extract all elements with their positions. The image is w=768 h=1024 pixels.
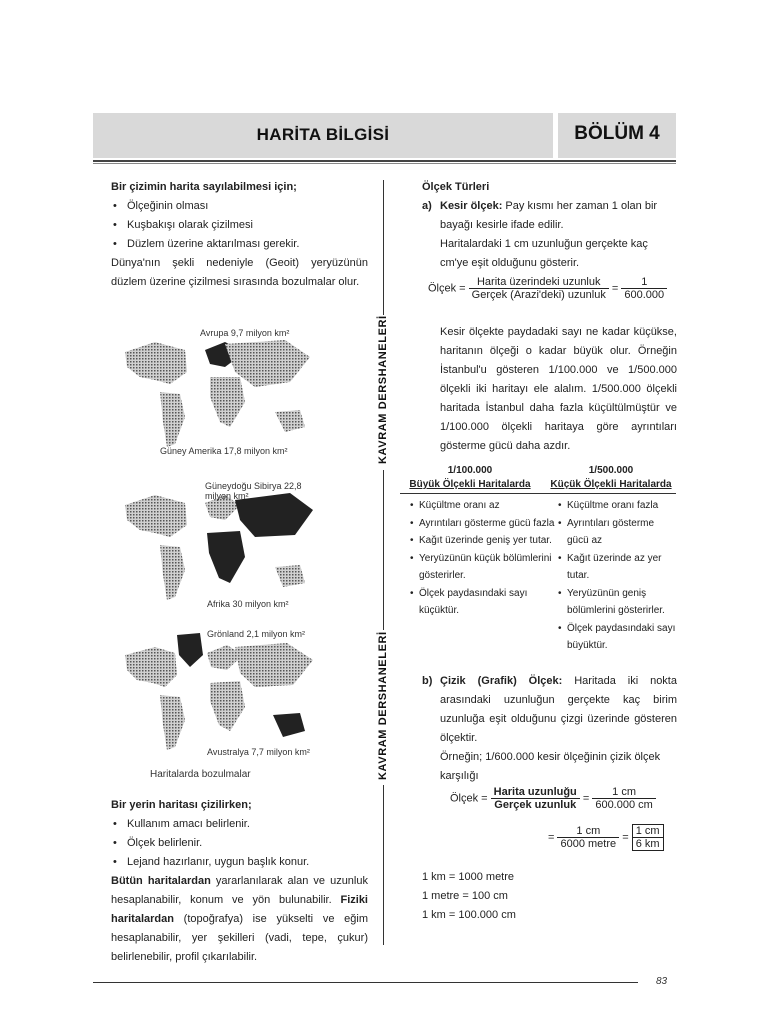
item-b-text (422, 672, 677, 748)
numerator: 1 (621, 276, 667, 289)
map-graphic (115, 625, 320, 765)
side-label: KAVRAM DERSHANELERİ (377, 315, 389, 464)
list-item: • Düzlem üzerine aktarılması gerekir. (111, 235, 368, 254)
list-item: • Küçültme oranı az (408, 497, 556, 515)
list-item: • Ölçeğinin olması (111, 197, 368, 216)
world-map-1 (115, 322, 320, 462)
item-label: a) (422, 200, 432, 212)
bold-term: Fiziki haritalardan (111, 894, 368, 925)
small-scale-list (556, 497, 676, 655)
column-title: Büyük Ölçekli Haritalarda (409, 479, 531, 490)
paragraph-kesir: Kesir ölçekte paydadaki sayı ne kadar küçükse, haritanın ölçeği o kadar büyük olur. Örneğin İstanbul'u gösteren 1/100.000 ve 1/500.000 ölçekli iki haritayı ele alalım. 1/500.000 ölçekli haritada İstanbul daha fazla küçültülmüştür ve 1/100.000 ölçekli haritaya göre ayrıntıları gösterme gücü daha azdır. (440, 326, 677, 452)
list-item: • Kullanım amacı belirlenir. (111, 815, 368, 834)
denominator: Gerçek (Arazi'deki) uzunluk (471, 289, 606, 301)
paragraph: Dünya'nın şekli nedeniyle (Geoit) yeryüzünün düzlem üzerine çizilmesi sırasında bozulmalar olur. (111, 257, 368, 288)
big-scale-list (408, 497, 556, 620)
fraction (469, 276, 609, 301)
paragraph: Örneğin; 1/600.000 kesir ölçeğinin çizik ölçek karşılığı (440, 751, 661, 782)
denominator: 600.000 cm (595, 799, 653, 811)
page-number: 83 (656, 976, 668, 987)
side-label: KAVRAM DERSHANELERİ (377, 631, 389, 780)
unit-conversions (422, 868, 622, 925)
item-label: b) (422, 675, 433, 687)
numerator: Harita uzunluğu (491, 786, 580, 799)
world-map-2 (115, 475, 320, 615)
section-heading: Bir yerin haritası çizilirken; (111, 799, 252, 811)
unit-line: 1 metre = 100 cm (422, 890, 508, 902)
table-rule (400, 493, 676, 494)
fraction (592, 786, 655, 811)
map-label: Güney Amerika 17,8 milyon km² (160, 446, 288, 456)
column-title: Küçük Ölçekli Haritalarda (550, 479, 672, 490)
numerator: 1 cm (633, 825, 663, 838)
section-heading: Bir çizimin harita sayılabilmesi için; (111, 181, 297, 193)
list-item: • Yeryüzünün küçük bölümlerini gösterirler. (408, 550, 556, 585)
boxed-fraction (632, 824, 664, 851)
list-item: • Küçültme oranı fazla (556, 497, 676, 515)
list-item: • Kuşbakışı olarak çizilmesi (111, 216, 368, 235)
left-intro (111, 178, 368, 292)
right-intro (422, 178, 677, 273)
formula-kesir: Ölçek = $\frac{\text{Harita üzerindeki uzunluk}}{\text{Gerçek (Arazi'deki) uzunluk}}$ = $\frac{1}{600.000}$ (428, 276, 667, 301)
list-item: • Kağıt üzerinde geniş yer tutar. (408, 532, 556, 550)
unit-line: 1 km = 100.000 cm (422, 909, 516, 921)
world-map-3 (115, 625, 320, 765)
numerator: Harita üzerindeki uzunluk (469, 276, 609, 289)
scale-label: 1/100.000 (447, 465, 493, 476)
paragraph (111, 872, 368, 967)
list-item: • Ölçek paydasındaki sayı büyüktür. (556, 620, 676, 655)
fraction (621, 276, 667, 301)
map-label: Avrupa 9,7 milyon km² (200, 328, 290, 338)
bold-term: Çizik (Grafik) Ölçek: (440, 675, 563, 687)
fraction (557, 825, 619, 850)
numerator: 1 cm (557, 825, 619, 838)
header-rule (93, 160, 676, 162)
bold-term: Bütün haritalardan (111, 875, 211, 887)
text: (topoğrafya) ise yükselti ve eğim hesaplanabilir, yer şekilleri (vadi, tepe, çukur) belirlenebilir, profil çıkarılabilir. (111, 913, 368, 963)
map-label: Avustralya 7,7 milyon km² (207, 747, 310, 757)
map-label: Güneydoğu Sibirya 22,8 milyon km² (205, 481, 302, 501)
map-label: Grönland 2,1 milyon km² (207, 629, 306, 639)
denominator: 6 km (635, 838, 660, 850)
unit-line: 1 km = 1000 metre (422, 871, 515, 883)
chapter-label: BÖLÜM 4 (574, 123, 660, 144)
text: Pay kısmı her zaman 1 olan bir bayağı kesirle ifade edilir. (440, 200, 658, 231)
table-col-big (400, 464, 540, 492)
fraction (491, 786, 580, 811)
denominator: Gerçek uzunluk (494, 799, 577, 811)
left-drawing (111, 796, 368, 967)
bold-term: Kesir ölçek: (440, 200, 503, 212)
footer-rule (93, 982, 638, 983)
formula-cizik-2: = $\frac{1 cm}{\text{6000 metre}}$ = $\frac{1 cm}{6 km}$ (548, 824, 664, 851)
formula-lhs: Ölçek (450, 792, 479, 805)
list-item: • Ölçek belirlenir. (111, 834, 368, 853)
map-label: Afrika 30 milyon km² (207, 599, 289, 609)
list-item: • Ayrıntıları gösterme gücü fazla (408, 515, 556, 533)
column-divider (383, 470, 384, 630)
page-title: HARİTA BİLGİSİ (256, 125, 390, 144)
item-b (422, 672, 677, 786)
maps-caption: Haritalarda bozulmalar (150, 769, 251, 780)
item-a (422, 197, 677, 235)
numerator: 1 cm (592, 786, 655, 799)
text: Haritada iki nokta arasındaki uzunluğun gerçekte kaç birim uzunluğa eşit olduğunu çizgi üzerinde gösteren ölçektir. (440, 675, 677, 744)
denominator: 600.000 (624, 289, 665, 301)
list-item: • Lejand hazırlanır, uygun başlık konur. (111, 853, 368, 872)
text: yararlanılarak alan ve uzunluk hesaplanabilir, konum ve yön bulunabilir. (111, 875, 368, 906)
section-heading: Ölçek Türleri (422, 181, 490, 193)
map-graphic (115, 322, 320, 462)
formula-cizik: Ölçek = $\frac{\text{Harita uzunluğu}}{\text{Gerçek uzunluk}}$ = $\frac{1 cm}{600.000 cm}$ (450, 786, 656, 811)
formula-lhs: Ölçek (428, 282, 457, 295)
column-divider (383, 785, 384, 945)
scale-label: 1/500.000 (588, 465, 634, 476)
table-col-small (546, 464, 676, 492)
list-item: • Ölçek paydasındaki sayı küçüktür. (408, 585, 556, 620)
list-item: • Kağıt üzerinde az yer tutar. (556, 550, 676, 585)
list-item: • Yeryüzünün geniş bölümlerini gösterirler. (556, 585, 676, 620)
header-rule-thin (93, 163, 676, 164)
list-item: • Ayrıntıları gösterme gücü az (556, 515, 676, 550)
denominator: 6000 metre (560, 838, 617, 850)
paragraph: Haritalardaki 1 cm uzunluğun gerçekte kaç cm'ye eşit olduğunu gösterir. (440, 238, 648, 269)
column-divider (383, 180, 384, 315)
